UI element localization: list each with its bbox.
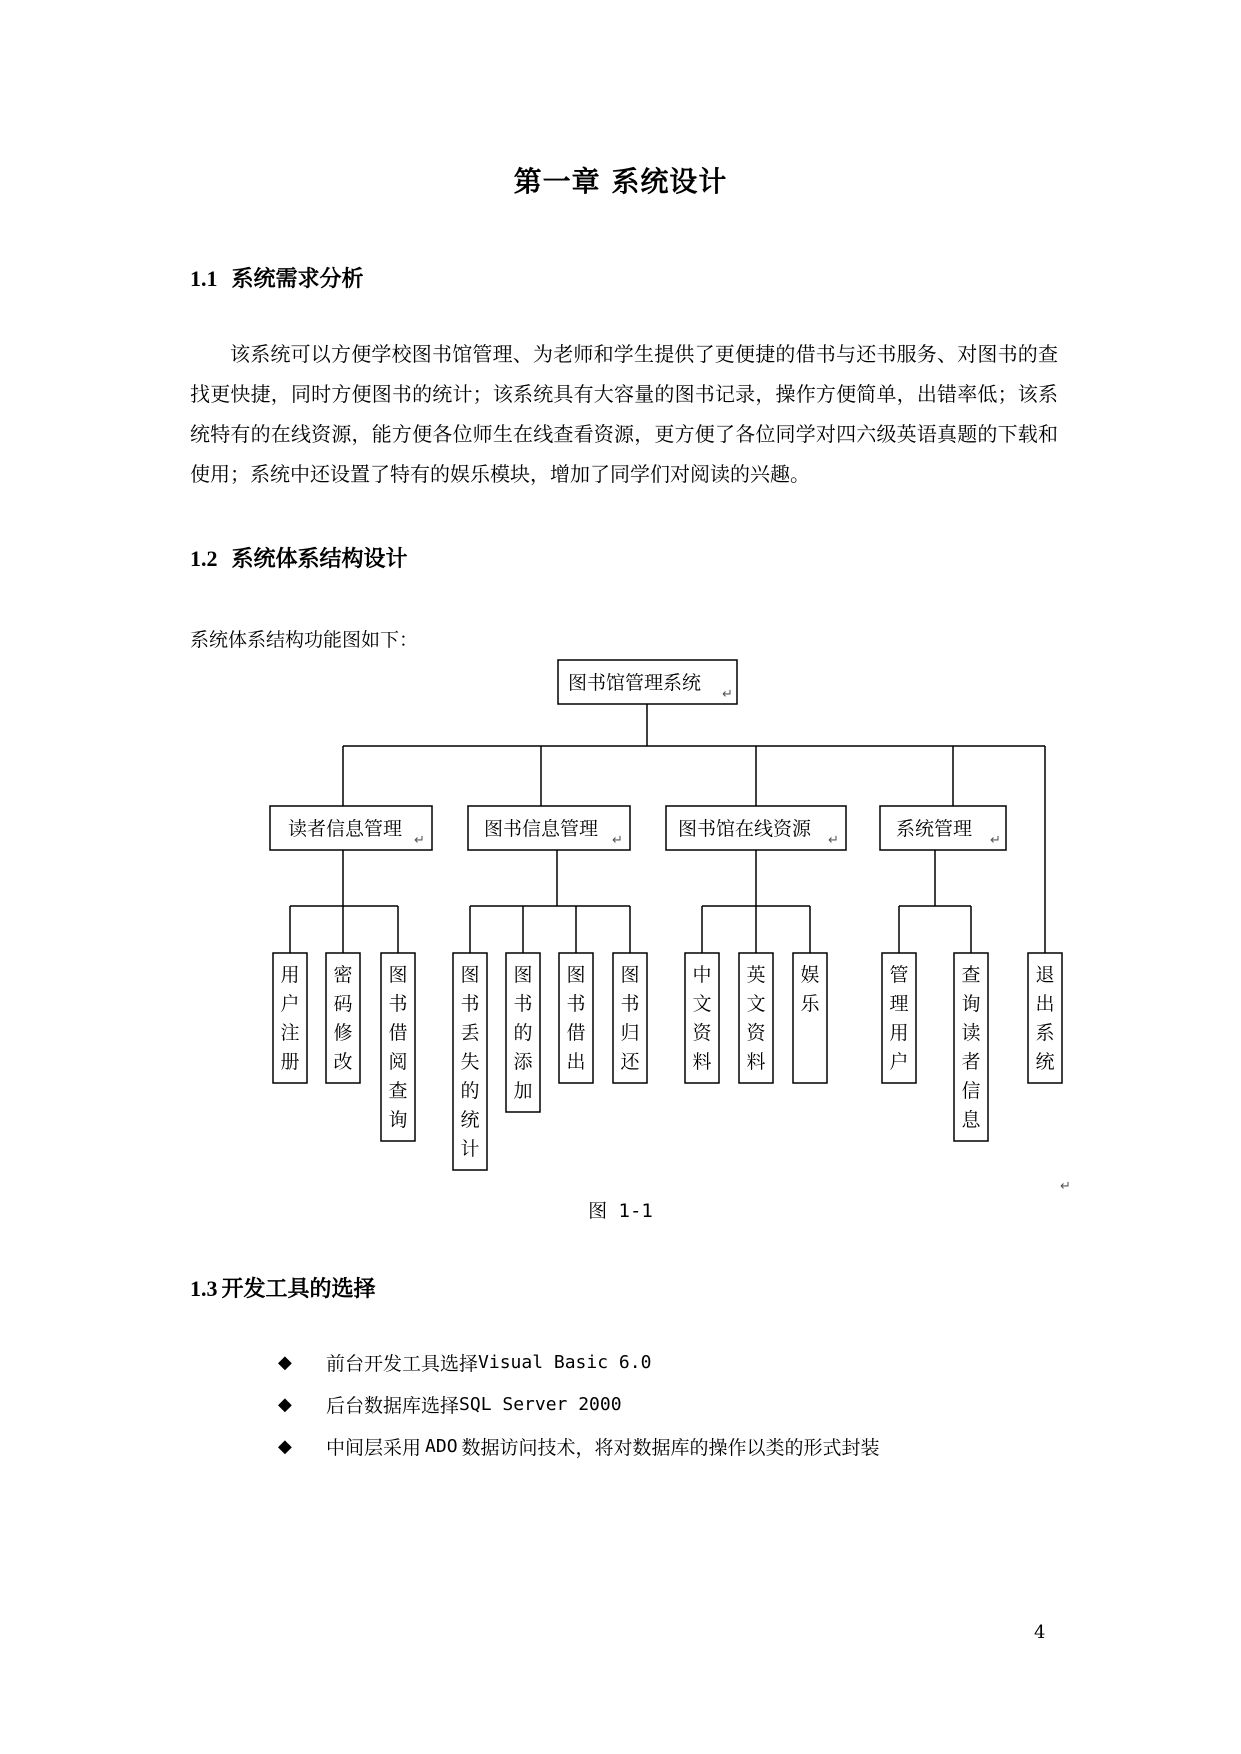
diamond-bullet-icon: ◆ <box>278 1393 292 1415</box>
leaf-node <box>793 953 827 1083</box>
item-text: 后台数据库选择 <box>326 1394 460 1417</box>
item-text: 前台开发工具选择 <box>326 1352 479 1375</box>
return-mark: ↵ <box>722 687 733 702</box>
leaf-label: 图书丢失的统计 <box>460 964 480 1160</box>
diamond-bullet-icon: ◆ <box>278 1435 292 1457</box>
leaf-node <box>739 953 773 1083</box>
group-node-system <box>880 806 1006 850</box>
node-label: 图书信息管理 <box>484 818 599 840</box>
list-item <box>278 1383 880 1425</box>
list-item <box>278 1425 880 1467</box>
node-label: 图书馆管理系统 <box>568 672 702 694</box>
leaf-label: 查询读者信息 <box>961 964 981 1131</box>
leaf-node <box>685 953 719 1083</box>
leaf-node <box>381 953 415 1141</box>
figure-caption: 图 1-1 <box>588 1200 653 1222</box>
section-number: 1.2 <box>190 546 218 571</box>
item-code: SQL Server 2000 <box>459 1393 622 1415</box>
item-code: ADO <box>425 1435 458 1457</box>
leaf-label: 图书的添加 <box>513 964 533 1102</box>
section-title: 系统需求分析 <box>231 267 364 292</box>
tool-list <box>278 1341 880 1467</box>
node-label: 图书馆在线资源 <box>678 818 812 840</box>
return-mark: ↵ <box>828 833 839 848</box>
leaf-label: 中文资料 <box>692 964 712 1073</box>
return-mark: ↵ <box>990 833 1001 848</box>
leaf-label: 密码修改 <box>333 964 353 1073</box>
diagram-intro: 系统体系结构功能图如下： <box>190 629 419 651</box>
section-heading-1-3 <box>190 1272 376 1303</box>
return-mark: ↵ <box>612 833 623 848</box>
leaf-node <box>882 953 916 1083</box>
item-text: 数据访问技术，将对数据库的操作以类的形式封装 <box>461 1436 880 1459</box>
leaf-label: 退出系统 <box>1035 964 1055 1073</box>
group-node-online <box>666 806 846 850</box>
leaf-node <box>613 953 647 1083</box>
leaf-label: 图书借出 <box>566 964 586 1073</box>
section-title: 开发工具的选择 <box>221 1277 376 1302</box>
node-label: 读者信息管理 <box>288 818 403 840</box>
leaf-node <box>559 953 593 1083</box>
return-mark: ↵ <box>1060 1179 1071 1194</box>
chapter-title: 第一章 系统设计 <box>513 165 728 198</box>
item-text: 中间层采用 <box>326 1436 422 1459</box>
section-title: 系统体系结构设计 <box>231 547 408 572</box>
section-number: 1.3 <box>190 1276 218 1301</box>
leaf-node <box>1028 953 1062 1083</box>
leaf-node <box>273 953 307 1083</box>
leaf-node <box>506 953 540 1112</box>
leaf-label: 管理用户 <box>889 964 909 1073</box>
leaf-label: 图书借阅查询 <box>388 964 408 1131</box>
group-node-book <box>468 806 630 850</box>
item-code: Visual Basic 6.0 <box>478 1351 652 1373</box>
leaf-nodes <box>273 953 1062 1170</box>
root-node <box>558 660 737 704</box>
leaf-node <box>954 953 988 1141</box>
section-number: 1.1 <box>190 266 218 291</box>
list-item <box>278 1341 880 1383</box>
leaf-node <box>453 953 487 1170</box>
return-mark: ↵ <box>414 833 425 848</box>
group-node-reader <box>270 806 432 850</box>
diamond-bullet-icon: ◆ <box>278 1351 292 1373</box>
leaf-label: 英文资料 <box>746 964 766 1073</box>
leaf-node <box>326 953 360 1083</box>
leaf-label: 娱乐 <box>800 964 820 1015</box>
page-number: 4 <box>1034 1622 1046 1643</box>
leaf-label: 用户注册 <box>280 964 300 1073</box>
node-label: 系统管理 <box>896 818 973 840</box>
leaf-label: 图书归还 <box>620 964 640 1073</box>
paragraph-text: 该系统可以方便学校图书馆管理、为老师和学生提供了更便捷的借书与还书服务、对图书的查找更快捷，同时方便图书的统计；该系统具有大容量的图书记录，操作方便简单，出错率低；该系统特有的在线资源，能方便各位师生在线查看资源，更方便了各位同学对四六级英语真题的下载和使用；系统中还设置了特有的娱乐模块，增加了同学们对阅读的兴趣。 <box>190 342 1058 486</box>
